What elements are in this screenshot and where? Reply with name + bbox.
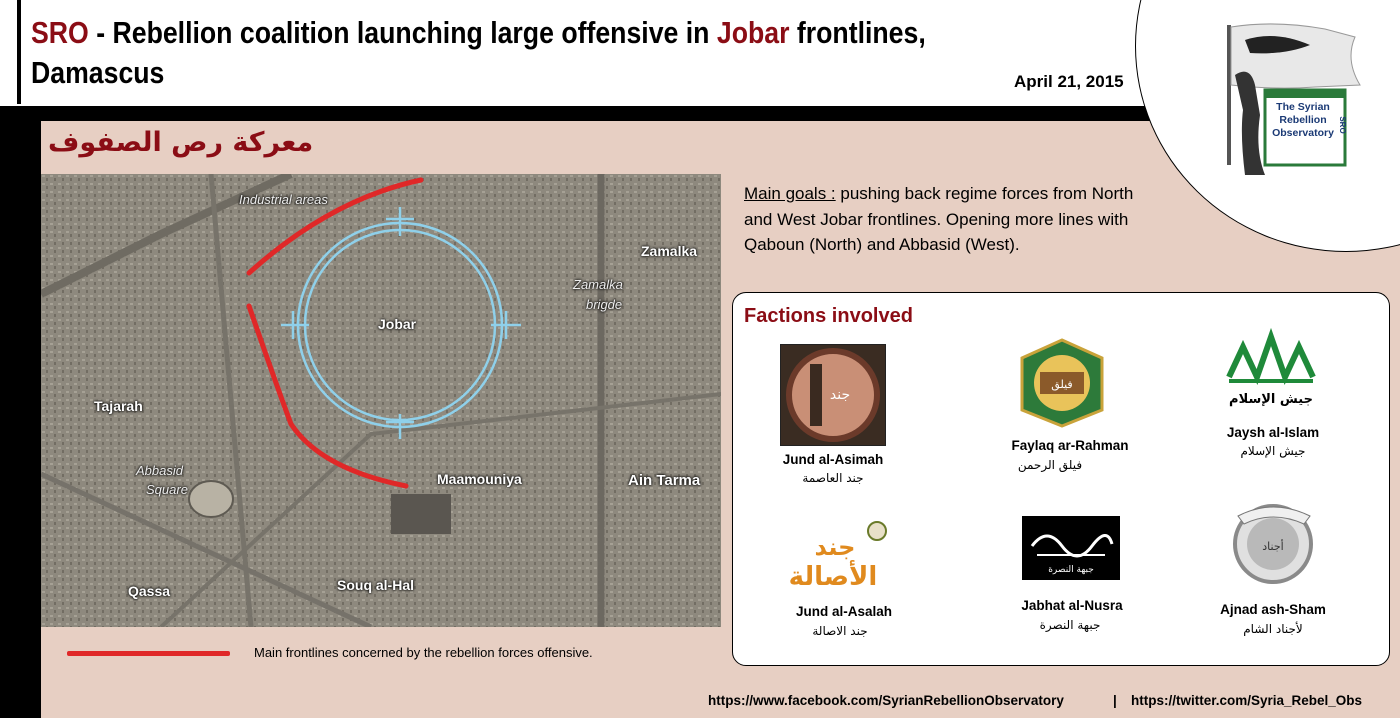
svg-text:أجناد: أجناد <box>1262 540 1284 553</box>
goals-line1: pushing back regime forces from North <box>835 184 1134 203</box>
svg-text:جبهة النصرة: جبهة النصرة <box>1048 565 1094 575</box>
label-zamalka-bridge-2: brigde <box>586 297 623 312</box>
header-accent-bar <box>17 0 21 104</box>
faction-name-jabhat-al-nusra: Jabhat al-Nusra <box>1021 598 1123 613</box>
svg-text:الأصالة: الأصالة <box>788 562 878 592</box>
jund-al-asalah-logo <box>785 515 895 595</box>
faction-arabic-ajnad-ash-sham: لأجناد الشام <box>1243 622 1303 636</box>
faction-arabic-faylaq-ar-rahman: فيلق الرحمن <box>1017 458 1083 472</box>
label-zamalka: Zamalka <box>641 243 698 259</box>
svg-text:جيش الإسلام: جيش الإسلام <box>1229 392 1313 407</box>
faction-arabic-jund-al-asimah: جند العاصمة <box>802 471 864 485</box>
jaysh-al-islam-logo <box>1223 327 1319 409</box>
jund-al-asimah-logo <box>780 344 886 446</box>
label-ain-tarma: Ain Tarma <box>628 472 701 489</box>
jabhat-al-nusra-logo <box>1022 516 1120 580</box>
goals-line3: Qaboun (North) and Abbasid (West). <box>744 235 1020 254</box>
goals-label: Main goals : <box>744 184 836 203</box>
label-jobar: Jobar <box>378 316 417 332</box>
svg-text:فيلق: فيلق <box>1051 378 1073 391</box>
legend-frontline-swatch <box>67 651 230 656</box>
badge-line3: Observatory <box>1272 127 1334 139</box>
facebook-link[interactable]: https://www.facebook.com/SyrianRebellionObservatory <box>708 693 1064 708</box>
legend-text: Main frontlines concerned by the rebellion forces offensive. <box>254 645 593 660</box>
label-tajarah: Tajarah <box>94 398 143 414</box>
main-goals <box>744 181 1204 258</box>
label-maamouniya: Maamouniya <box>437 471 522 487</box>
label-zamalka-bridge-1: Zamalka <box>573 277 623 292</box>
map-terrain <box>41 174 721 627</box>
badge-line2: Rebellion <box>1279 114 1327 126</box>
label-industrial: Industrial areas <box>239 192 328 207</box>
badge-side: SRO <box>1338 116 1347 134</box>
title-sep: - <box>88 15 113 50</box>
sro-logo <box>1215 15 1375 175</box>
faction-name-ajnad-ash-sham: Ajnad ash-Sham <box>1220 602 1326 617</box>
page-title <box>31 13 926 93</box>
label-souq-al-hal: Souq al-Hal <box>337 577 415 593</box>
title-highlight: Jobar <box>716 15 790 50</box>
faction-name-jund-al-asimah: Jund al-Asimah <box>782 452 884 467</box>
faylaq-ar-rahman-logo <box>1018 338 1106 428</box>
svg-text:جند: جند <box>814 533 856 561</box>
label-abbasid-2: Square <box>146 482 188 497</box>
footer-separator: | <box>1113 693 1117 708</box>
arabic-title: معركة رص الصفوف <box>48 127 314 158</box>
title-line2: Damascus <box>31 55 165 90</box>
faction-arabic-jabhat-al-nusra: جبهة النصرة <box>1039 618 1101 632</box>
faction-arabic-jund-al-asalah: جند الاصالة <box>812 624 868 638</box>
satellite-map <box>41 174 721 627</box>
title-part2: frontlines, <box>789 15 926 50</box>
ajnad-ash-sham-logo <box>1228 496 1318 586</box>
date: April 21, 2015 <box>1014 72 1124 91</box>
twitter-link[interactable]: https://twitter.com/Syria_Rebel_Obs <box>1131 693 1363 708</box>
badge-line1: The Syrian <box>1276 101 1330 113</box>
factions-title: Factions involved <box>744 305 913 327</box>
faction-name-jund-al-asalah: Jund al-Asalah <box>795 604 893 619</box>
label-abbasid-1: Abbasid <box>136 463 183 478</box>
faction-name-jaysh-al-islam: Jaysh al-Islam <box>1226 425 1320 440</box>
label-qassa: Qassa <box>128 583 171 599</box>
title-part1: Rebellion coalition launching large offensive in <box>112 15 717 50</box>
svg-text:جند: جند <box>829 387 851 403</box>
faction-name-faylaq-ar-rahman: Faylaq ar-Rahman <box>1011 438 1129 453</box>
faction-arabic-jaysh-al-islam: جيش الإسلام <box>1240 444 1306 458</box>
title-prefix: SRO <box>31 15 89 50</box>
goals-line2: and West Jobar frontlines. Opening more lines with <box>744 209 1129 229</box>
